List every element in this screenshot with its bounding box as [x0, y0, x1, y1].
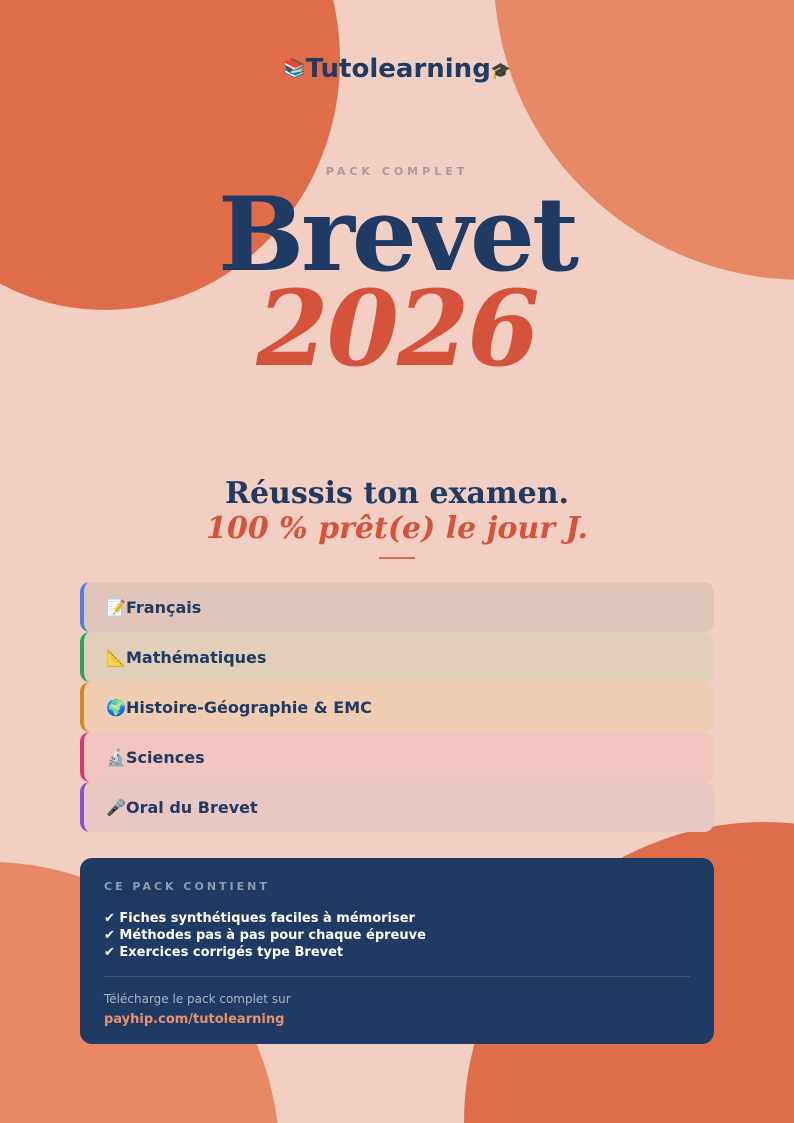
tagline: Réussis ton examen.: [225, 476, 569, 511]
subject-item-histoire-geographie: [80, 682, 714, 732]
microphone-icon: 🎤: [106, 797, 126, 817]
ruler-icon: 📐: [106, 647, 126, 667]
books-icon: 📚: [283, 58, 306, 79]
graduation-cap-icon: 🎓: [490, 61, 511, 80]
subject-list: [80, 582, 714, 832]
title-year: 2026: [256, 267, 538, 390]
pack-contents-card: [80, 858, 714, 1044]
page-title: Brevet: [217, 175, 577, 295]
eyebrow-label: PACK COMPLET: [325, 165, 469, 178]
pack-item: ✔ Méthodes pas à pas pour chaque épreuve: [104, 928, 426, 943]
divider: [379, 557, 415, 559]
subject-item-mathematiques: [80, 632, 714, 682]
brand-header: [0, 54, 794, 84]
memo-icon: 📝: [106, 597, 126, 617]
subject-item-francais: [80, 582, 714, 632]
pack-title: CE PACK CONTIENT: [104, 880, 270, 893]
microscope-icon: 🔬: [106, 747, 126, 767]
pack-download-note: Télécharge le pack complet sur: [104, 992, 291, 1006]
globe-icon: 🌍: [106, 697, 126, 717]
tagline-sub: 100 % prêt(e) le jour J.: [206, 511, 588, 546]
subject-label: Sciences: [126, 747, 205, 767]
pack-item: ✔ Exercices corrigés type Brevet: [104, 945, 344, 960]
pack-item: ✔ Fiches synthétiques faciles à mémoriser: [104, 911, 415, 926]
subject-label: Mathématiques: [126, 647, 267, 667]
subject-label: Histoire-Géographie & EMC: [126, 697, 372, 717]
subject-label: Oral du Brevet: [126, 797, 258, 817]
subject-item-sciences: [80, 732, 714, 782]
pack-divider: [104, 976, 690, 977]
subject-item-oral: [80, 782, 714, 832]
brand-name: Tutolearning: [305, 54, 491, 84]
subject-label: Français: [126, 597, 202, 617]
pack-download-link[interactable]: payhip.com/tutolearning: [104, 1012, 285, 1027]
